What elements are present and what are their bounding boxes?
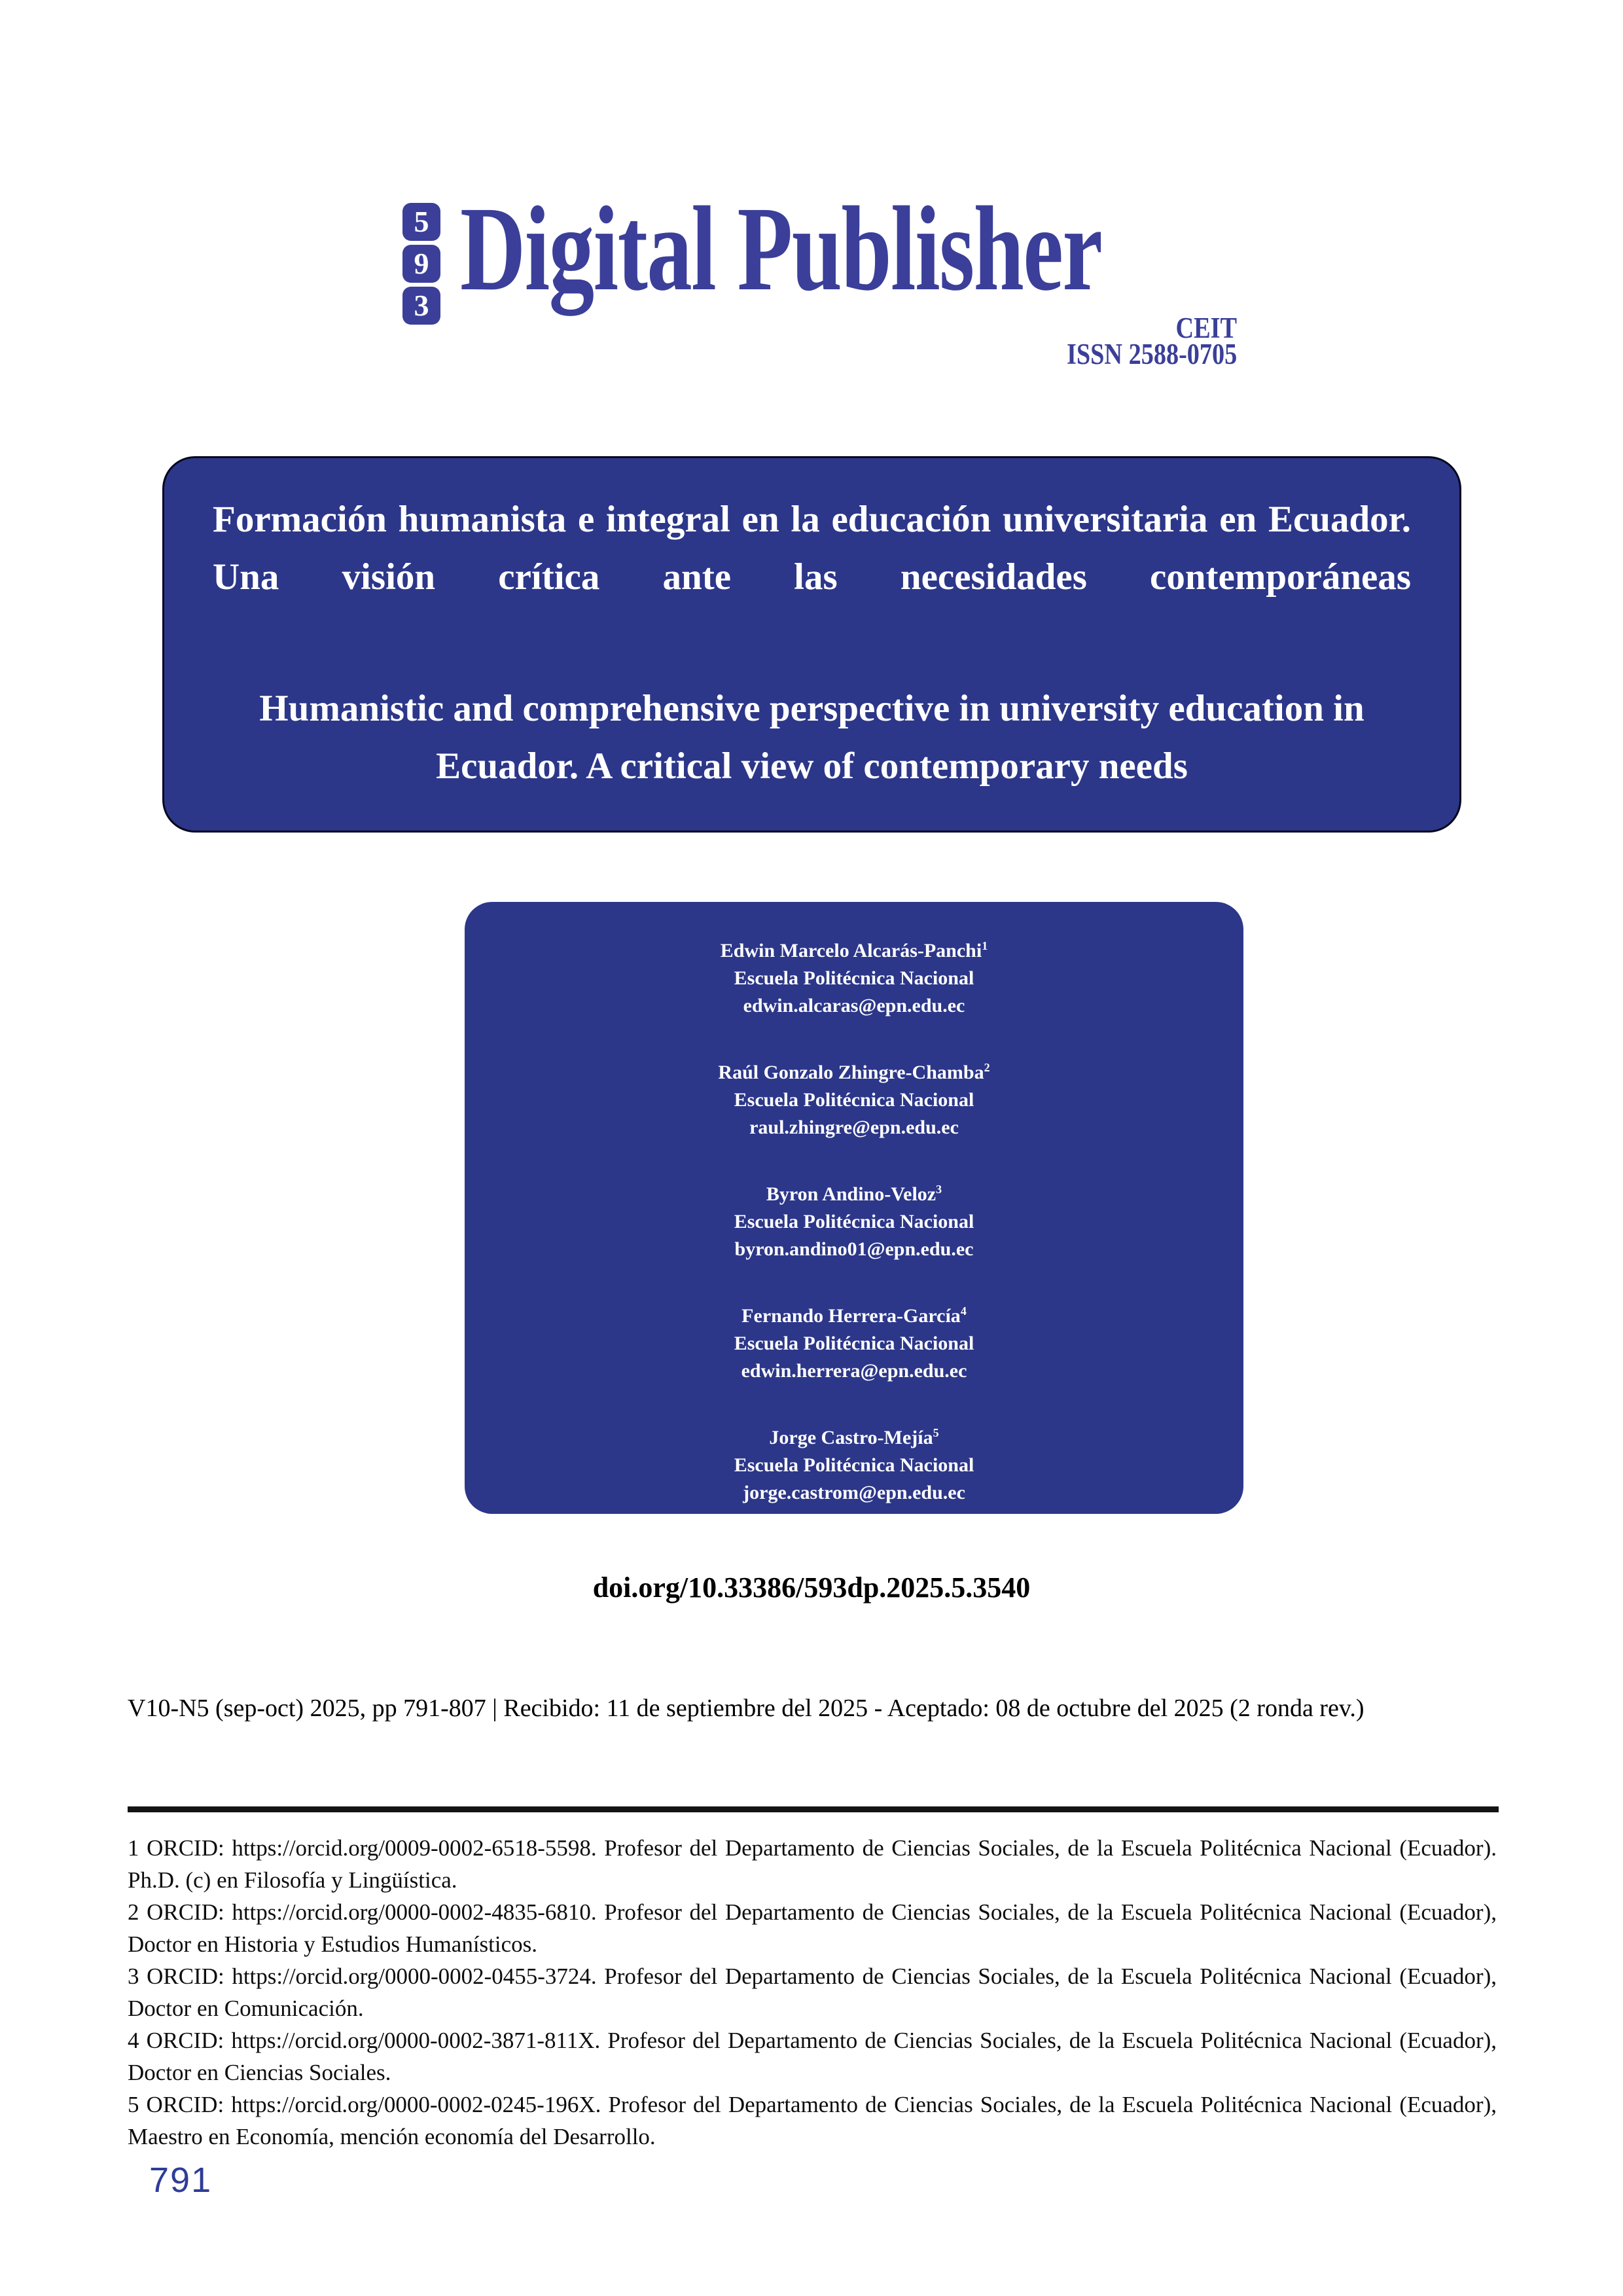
logo-subtitle-block: [1037, 312, 1237, 370]
journal-issn-text: ISSN 2588-0705: [1066, 338, 1237, 370]
author-block-1: [721, 932, 988, 1020]
author-footnote-ref: 1: [982, 939, 988, 952]
doi-line: doi.org/10.33386/593dp.2025.5.3540: [592, 1571, 1031, 1604]
author-email: raul.zhingre@epn.edu.ec: [749, 1117, 959, 1138]
author-affiliation: Escuela Politécnica Nacional: [734, 1089, 974, 1111]
author-footnote-ref: 4: [960, 1304, 967, 1318]
article-title-spanish: Formación humanista e integral en la educación universitaria en Ecuador. Una visión crítica ante las necesidades contemporáneas: [213, 499, 1411, 598]
author-footnote-ref: 2: [984, 1061, 990, 1074]
author-name: [734, 1175, 974, 1208]
footnote-1: 1 ORCID: https://orcid.org/0009-0002-6518-5598. Profesor del Departamento de Ciencias Sociales, de la Escuela Politécnica Nacional (Ecuador). Ph.D. (c) en Filosofía y Lingüística.: [128, 1835, 1497, 1893]
author-email: jorge.castrom@epn.edu.ec: [743, 1482, 965, 1503]
author-affiliation: Escuela Politécnica Nacional: [734, 967, 974, 989]
author-block-2: [718, 1054, 990, 1141]
author-name-text: Raúl Gonzalo Zhingre-Chamba: [718, 1062, 984, 1083]
page-number: 791: [149, 2161, 213, 2200]
footnote-5: 5 ORCID: https://orcid.org/0000-0002-0245-196X. Profesor del Departamento de Ciencias Sociales, de la Escuela Politécnica Nacional (Ecuador), Maestro en Economía, mención economía del Desarrollo.: [128, 2092, 1497, 2149]
author-affiliation: Escuela Politécnica Nacional: [734, 1211, 974, 1232]
article-title-english: Humanistic and comprehensive perspective in university education in Ecuador. A critical view of contemporary needs: [259, 688, 1364, 787]
journal-logo: [402, 182, 1237, 378]
author-name-text: Jorge Castro-Mejía: [769, 1427, 933, 1448]
logo-digit-box-3: [402, 287, 440, 325]
author-name-text: Edwin Marcelo Alcarás-Panchi: [720, 940, 982, 961]
author-block-4: [734, 1297, 974, 1385]
author-email: edwin.alcaras@epn.edu.ec: [743, 995, 965, 1016]
logo-row: [402, 182, 1237, 325]
logo-digit-5: 5: [414, 205, 429, 238]
author-affiliation: Escuela Politécnica Nacional: [734, 1333, 974, 1354]
authors-box: [465, 902, 1243, 1514]
logo-org: [1037, 312, 1237, 344]
author-block-3: [734, 1175, 974, 1263]
footnote-divider: [128, 1806, 1499, 1812]
author-email: edwin.herrera@epn.edu.ec: [741, 1360, 967, 1382]
author-name: [734, 1297, 974, 1330]
footnote-2: 2 ORCID: https://orcid.org/0000-0002-4835-6810. Profesor del Departamento de Ciencias Sociales, de la Escuela Politécnica Nacional (Ecuador), Doctor en Historia y Estudios Humanísticos.: [128, 1899, 1497, 1957]
logo-digit-box-5: [402, 203, 440, 241]
author-name-text: Fernando Herrera-García: [741, 1305, 961, 1327]
author-name: [718, 1054, 990, 1086]
logo-593-digits: [402, 203, 440, 325]
logo-digit-9: 9: [414, 247, 429, 280]
footnote-3: 3 ORCID: https://orcid.org/0000-0002-0455-3724. Profesor del Departamento de Ciencias Sociales, de la Escuela Politécnica Nacional (Ecuador), Doctor en Comunicación.: [128, 1964, 1497, 2021]
title-box: [162, 456, 1461, 833]
footnote-4: 4 ORCID: https://orcid.org/0000-0002-3871-811X. Profesor del Departamento de Ciencias Sociales, de la Escuela Politécnica Nacional (Ecuador), Doctor en Ciencias Sociales.: [128, 2028, 1497, 2085]
author-name-text: Byron Andino-Veloz: [766, 1183, 936, 1205]
author-name: [734, 1419, 974, 1452]
logo-wordmark: Digital Publisher: [460, 182, 1102, 316]
author-footnote-ref: 3: [936, 1183, 942, 1196]
journal-issn: [1037, 338, 1237, 370]
footnotes-block: [128, 1832, 1497, 2153]
issue-info-line: V10-N5 (sep-oct) 2025, pp 791-807 | Recibido: 11 de septiembre del 2025 - Aceptado: 08 de octubre del 2025 (2 ronda rev.): [128, 1695, 1364, 1722]
logo-org-text: CEIT: [1175, 312, 1237, 344]
author-footnote-ref: 5: [933, 1426, 939, 1439]
logo-digit-box-9: [402, 245, 440, 283]
logo-digit-3: 3: [414, 289, 429, 322]
author-email: byron.andino01@epn.edu.ec: [734, 1238, 974, 1260]
author-block-5: [734, 1419, 974, 1507]
author-name: [721, 932, 988, 965]
author-affiliation: Escuela Politécnica Nacional: [734, 1454, 974, 1476]
